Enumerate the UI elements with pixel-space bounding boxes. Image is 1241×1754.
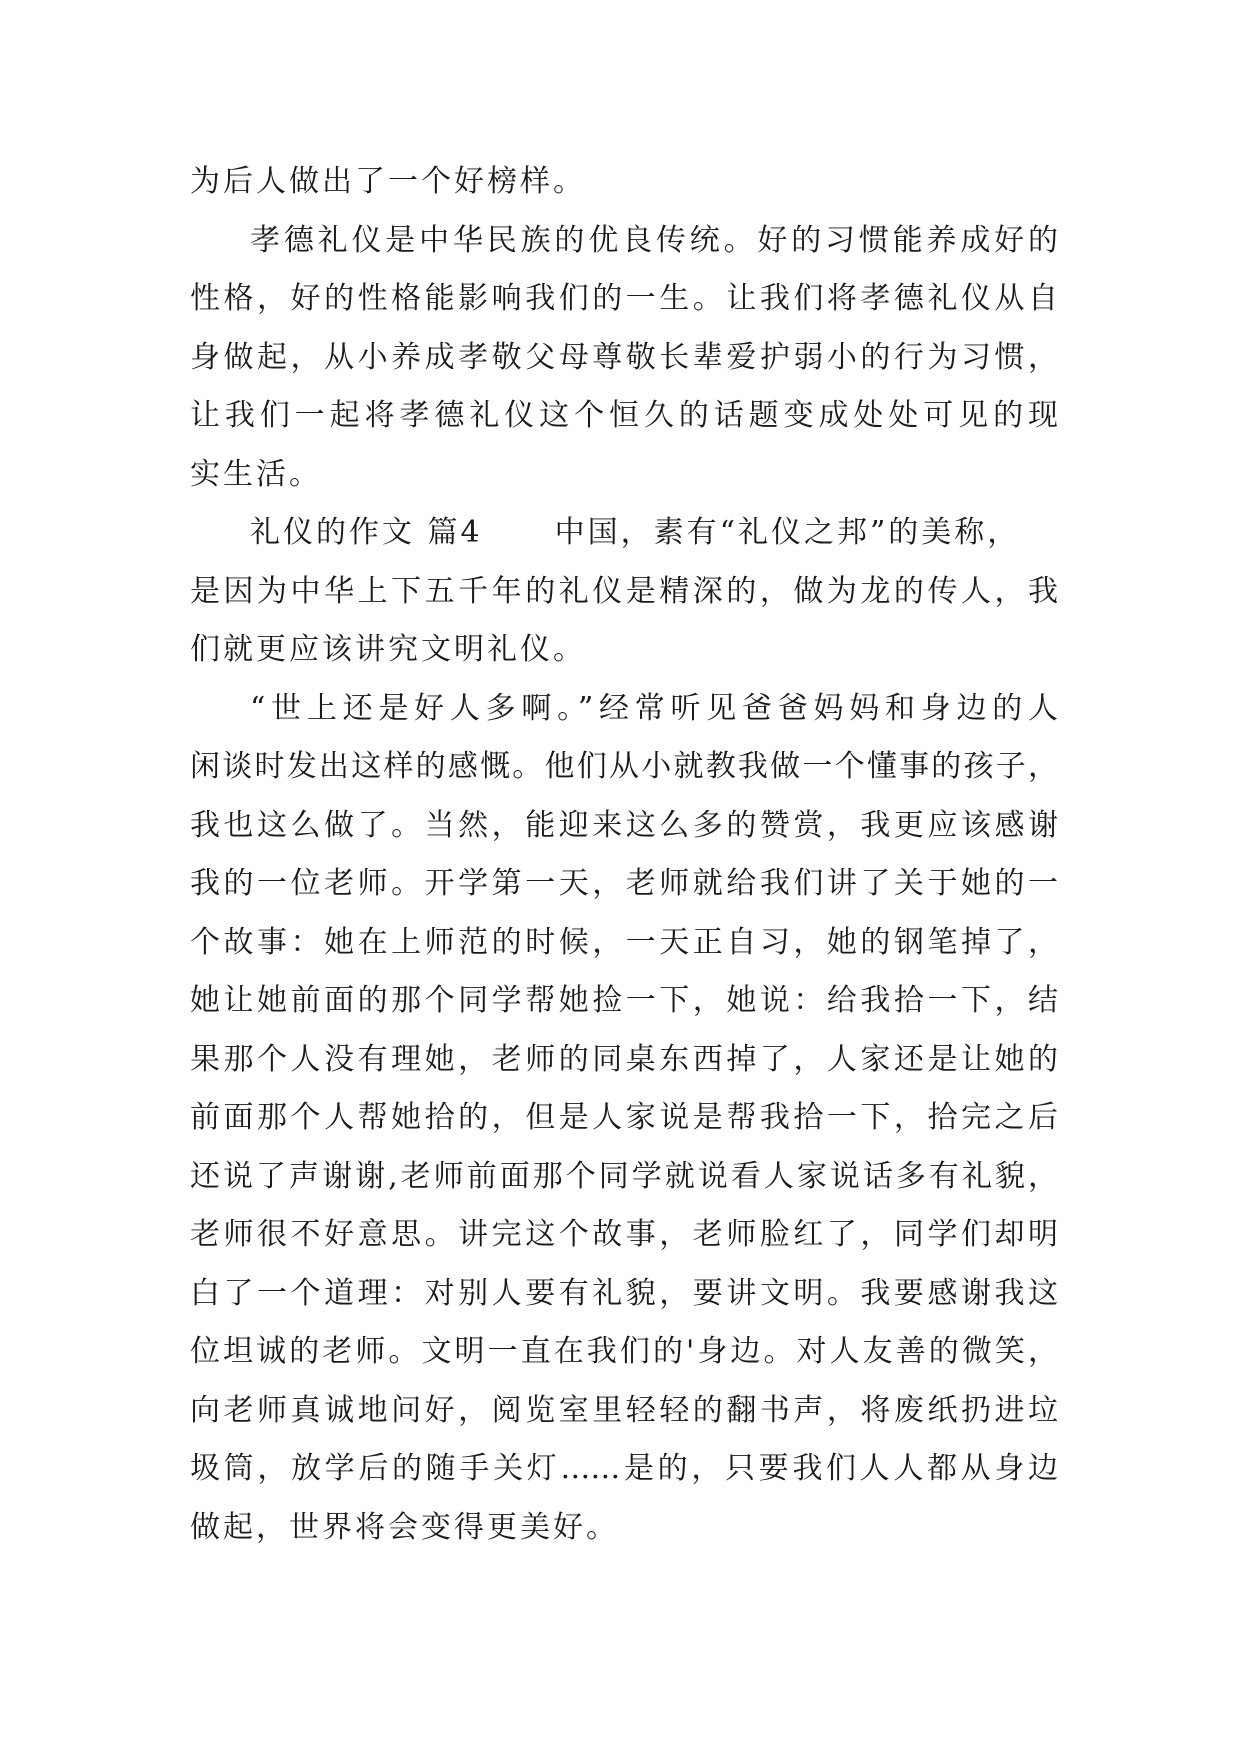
text-line: 们就更应该讲究文明礼仪。	[190, 632, 586, 667]
section-heading-line	[190, 504, 1058, 563]
text-line: 向老师真诚地问好，阅览室里轻轻的翻书声，将废纸扔进垃	[190, 1392, 1058, 1428]
text-line: 前面那个人帮她拾的，但是人家说是帮我拾一下，拾完之后	[190, 1100, 1058, 1135]
text-line: 还说了声谢谢,老师前面那个同学就说看人家说话多有礼貌，	[190, 1158, 1058, 1194]
text-line: 是因为中华上下五千年的礼仪是精深的，做为龙的传人，我	[190, 573, 1058, 609]
text-line: 位坦诚的老师。文明一直在我们的'身边。对人友善的微笑，	[190, 1334, 1058, 1369]
section-heading: 礼仪的作文 篇4	[250, 515, 483, 550]
text-line: 为后人做出了一个好榜样。	[190, 164, 586, 199]
text-line: 白了一个道理：对别人要有礼貌，要讲文明。我要感谢我这	[190, 1275, 1058, 1311]
text-line: 身做起，从小养成孝敬父母尊敬长辈爱护弱小的行为习惯，	[190, 339, 1058, 375]
text-line: 实生活。	[190, 456, 322, 492]
text-line: 个故事：她在上师范的时候，一天正自习，她的钢笔掉了，	[190, 924, 1058, 960]
text-line: 她让她前面的那个同学帮她捡一下，她说：给我拾一下，结	[190, 983, 1058, 1018]
text-line: 孝德礼仪是中华民族的优良传统。好的习惯能养成好的	[250, 222, 1058, 258]
text-line: 让我们一起将孝德礼仪这个恒久的话题变成处处可见的现	[190, 398, 1058, 433]
text-line: “世上还是好人多啊。”经常听见爸爸妈妈和身边的人	[250, 690, 1058, 726]
text-run: 中国，素有“礼仪之邦”的美称，	[554, 515, 1021, 550]
text-line: 性格，好的性格能影响我们的一生。让我们将孝德礼仪从自	[190, 281, 1058, 316]
text-line: 果那个人没有理她，老师的同桌东西掉了，人家还是让她的	[190, 1041, 1058, 1077]
text-line: 圾筒，放学后的随手关灯……是的，只要我们人人都从身边	[190, 1451, 1058, 1486]
text-line: 老师很不好意思。讲完这个故事，老师脸红了，同学们却明	[190, 1217, 1058, 1252]
text-line: 做起，世界将会变得更美好。	[190, 1509, 619, 1545]
text-line: 我也这么做了。当然，能迎来这么多的赞赏，我更应该感谢	[190, 807, 1058, 843]
text-line: 闲谈时发出这样的感慨。他们从小就教我做一个懂事的孩子，	[190, 749, 1058, 784]
document-body	[190, 153, 1058, 1557]
text-line: 我的一位老师。开学第一天，老师就给我们讲了关于她的一	[190, 866, 1058, 901]
